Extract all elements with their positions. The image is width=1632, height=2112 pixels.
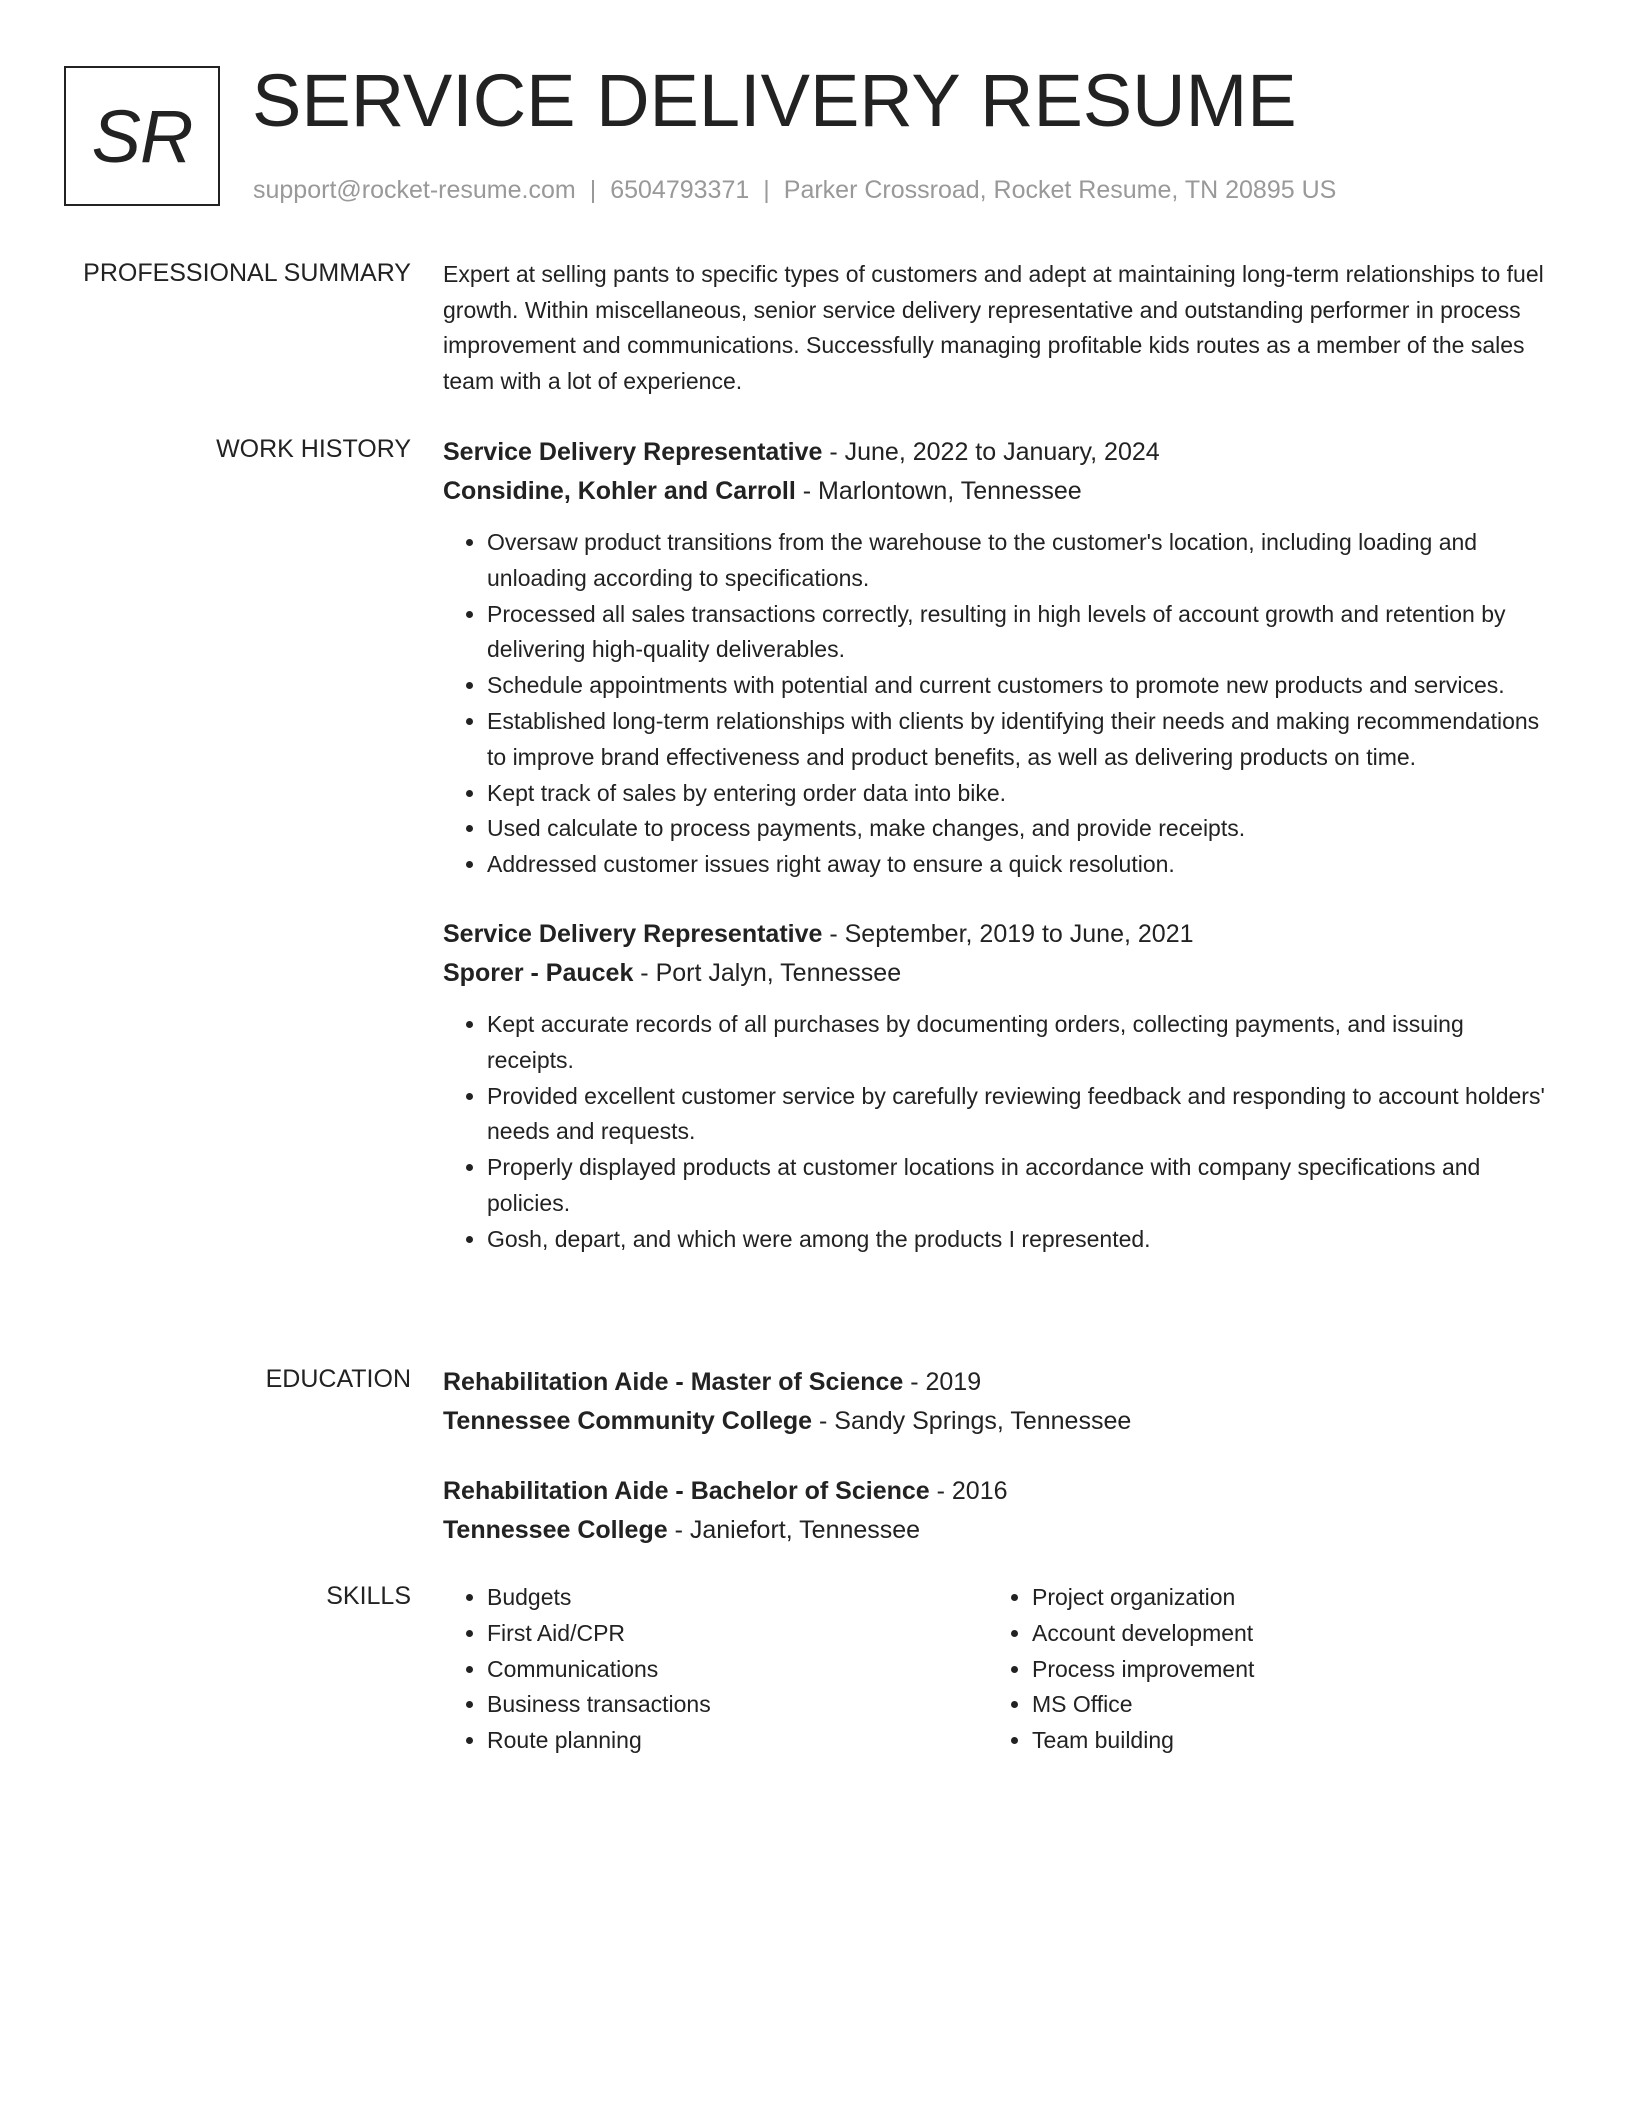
job-bullet: • Processed all sales transactions correctly, resulting in high levels of account growth and retention by delivering high-quality deliverables.: [487, 597, 1553, 669]
job-bullet: • Oversaw product transitions from the warehouse to the customer's location, including loading and unloading according to specifications.: [487, 525, 1553, 597]
job-title: Service Delivery Representative: [443, 438, 823, 466]
skill-item: • First Aid/CPR: [487, 1616, 988, 1652]
skill-item: • Account development: [1032, 1616, 1533, 1652]
education-school: Tennessee College: [443, 1516, 668, 1544]
job-location: - Port Jalyn, Tennessee: [633, 958, 902, 987]
job-entry: [443, 915, 1553, 1258]
job-title-line: [443, 915, 1553, 954]
education-school: Tennessee Community College: [443, 1407, 813, 1435]
contact-separator: |: [589, 176, 597, 204]
job-title-line: [443, 433, 1553, 472]
work-history-body: [443, 433, 1553, 1258]
education-entry: [443, 1472, 1553, 1550]
skills-list: [988, 1580, 1533, 1759]
job-company-line: [443, 472, 1553, 511]
job-company: Sporer - Paucek: [443, 958, 634, 987]
contact-separator: |: [763, 176, 770, 204]
skills-column-left: [443, 1580, 988, 1759]
skills-column-right: [988, 1580, 1533, 1759]
summary-body: [443, 257, 1553, 399]
education-school-line: [443, 1402, 1553, 1441]
skills-body: [443, 1580, 1553, 1759]
job-dates: - June, 2022 to January, 2024: [822, 438, 1160, 466]
job-bullet: • Used calculate to process payments, make changes, and provide receipts.: [487, 811, 1553, 847]
job-bullet: • Kept track of sales by entering order data into bike.: [487, 776, 1553, 812]
job-bullet: • Addressed customer issues right away to ensure a quick resolution.: [487, 847, 1553, 883]
job-company: Considine, Kohler and Carroll: [443, 477, 796, 505]
job-bullet: • Properly displayed products at customer locations in accordance with company specifications and policies.: [487, 1150, 1553, 1222]
education-location: - Janiefort, Tennessee: [667, 1516, 921, 1544]
education-year: - 2019: [903, 1368, 982, 1396]
job-bullet: • Schedule appointments with potential and current customers to promote new products and services.: [487, 668, 1553, 704]
education-location: - Sandy Springs, Tennessee: [812, 1407, 1132, 1435]
education-degree: Rehabilitation Aide - Master of Science: [443, 1368, 904, 1396]
skill-item: • Communications: [487, 1652, 988, 1688]
skill-item: • Process improvement: [1032, 1652, 1533, 1688]
job-bullet: • Established long-term relationships with clients by identifying their needs and making recommendations to improve brand effectiveness and product benefits, as well as delivering products on time.: [487, 704, 1553, 776]
job-company-line: [443, 954, 1553, 993]
job-bullet: • Provided excellent customer service by carefully reviewing feedback and responding to account holders' needs and requests.: [487, 1079, 1553, 1151]
job-location: - Marlontown, Tennessee: [795, 477, 1082, 505]
education-label: EDUCATION: [265, 1365, 411, 1393]
job-dates: - September, 2019 to June, 2021: [822, 919, 1194, 948]
skill-item: • Team building: [1032, 1723, 1533, 1759]
monogram-initials: SR: [91, 94, 193, 178]
skill-item: • Project organization: [1032, 1580, 1533, 1616]
contact-email: support@rocket-resume.com: [253, 176, 576, 204]
monogram-box: [64, 66, 220, 206]
skill-item: • MS Office: [1032, 1687, 1533, 1723]
education-degree-line: [443, 1363, 1553, 1402]
education-degree-line: [443, 1472, 1553, 1511]
contact-phone: 6504793371: [610, 176, 750, 204]
skill-item: • Business transactions: [487, 1687, 988, 1723]
job-bullets: [443, 1007, 1553, 1258]
skill-item: • Budgets: [487, 1580, 988, 1616]
education-school-line: [443, 1511, 1553, 1550]
education-entry: [443, 1363, 1553, 1441]
contact-line: [253, 172, 1336, 208]
job-bullet: • Gosh, depart, and which were among the products I represented.: [487, 1222, 1553, 1258]
education-degree: Rehabilitation Aide - Bachelor of Science: [443, 1477, 930, 1505]
skills-list: [443, 1580, 988, 1759]
skill-item: • Route planning: [487, 1723, 988, 1759]
job-bullets: [443, 525, 1553, 883]
summary-text: Expert at selling pants to specific types of customers and adept at maintaining long-term relationships to fuel growth. Within miscellaneous, senior service delivery representative and outstanding performer in process improvement and communications. Successfully managing profitable kids routes as a member of the sales team with a lot of experience.: [443, 261, 1544, 394]
education-body: [443, 1363, 1553, 1550]
job-title: Service Delivery Representative: [443, 919, 823, 948]
job-bullet: • Kept accurate records of all purchases by documenting orders, collecting payments, and issuing receipts.: [487, 1007, 1553, 1079]
resume-title: SERVICE DELIVERY RESUME: [252, 59, 1297, 142]
work-history-label: WORK HISTORY: [216, 435, 411, 463]
contact-address: Parker Crossroad, Rocket Resume, TN 20895 US: [783, 176, 1337, 204]
summary-label: PROFESSIONAL SUMMARY: [83, 259, 411, 287]
skills-label: SKILLS: [326, 1582, 411, 1610]
job-entry: [443, 433, 1553, 883]
education-year: - 2016: [929, 1477, 1008, 1505]
